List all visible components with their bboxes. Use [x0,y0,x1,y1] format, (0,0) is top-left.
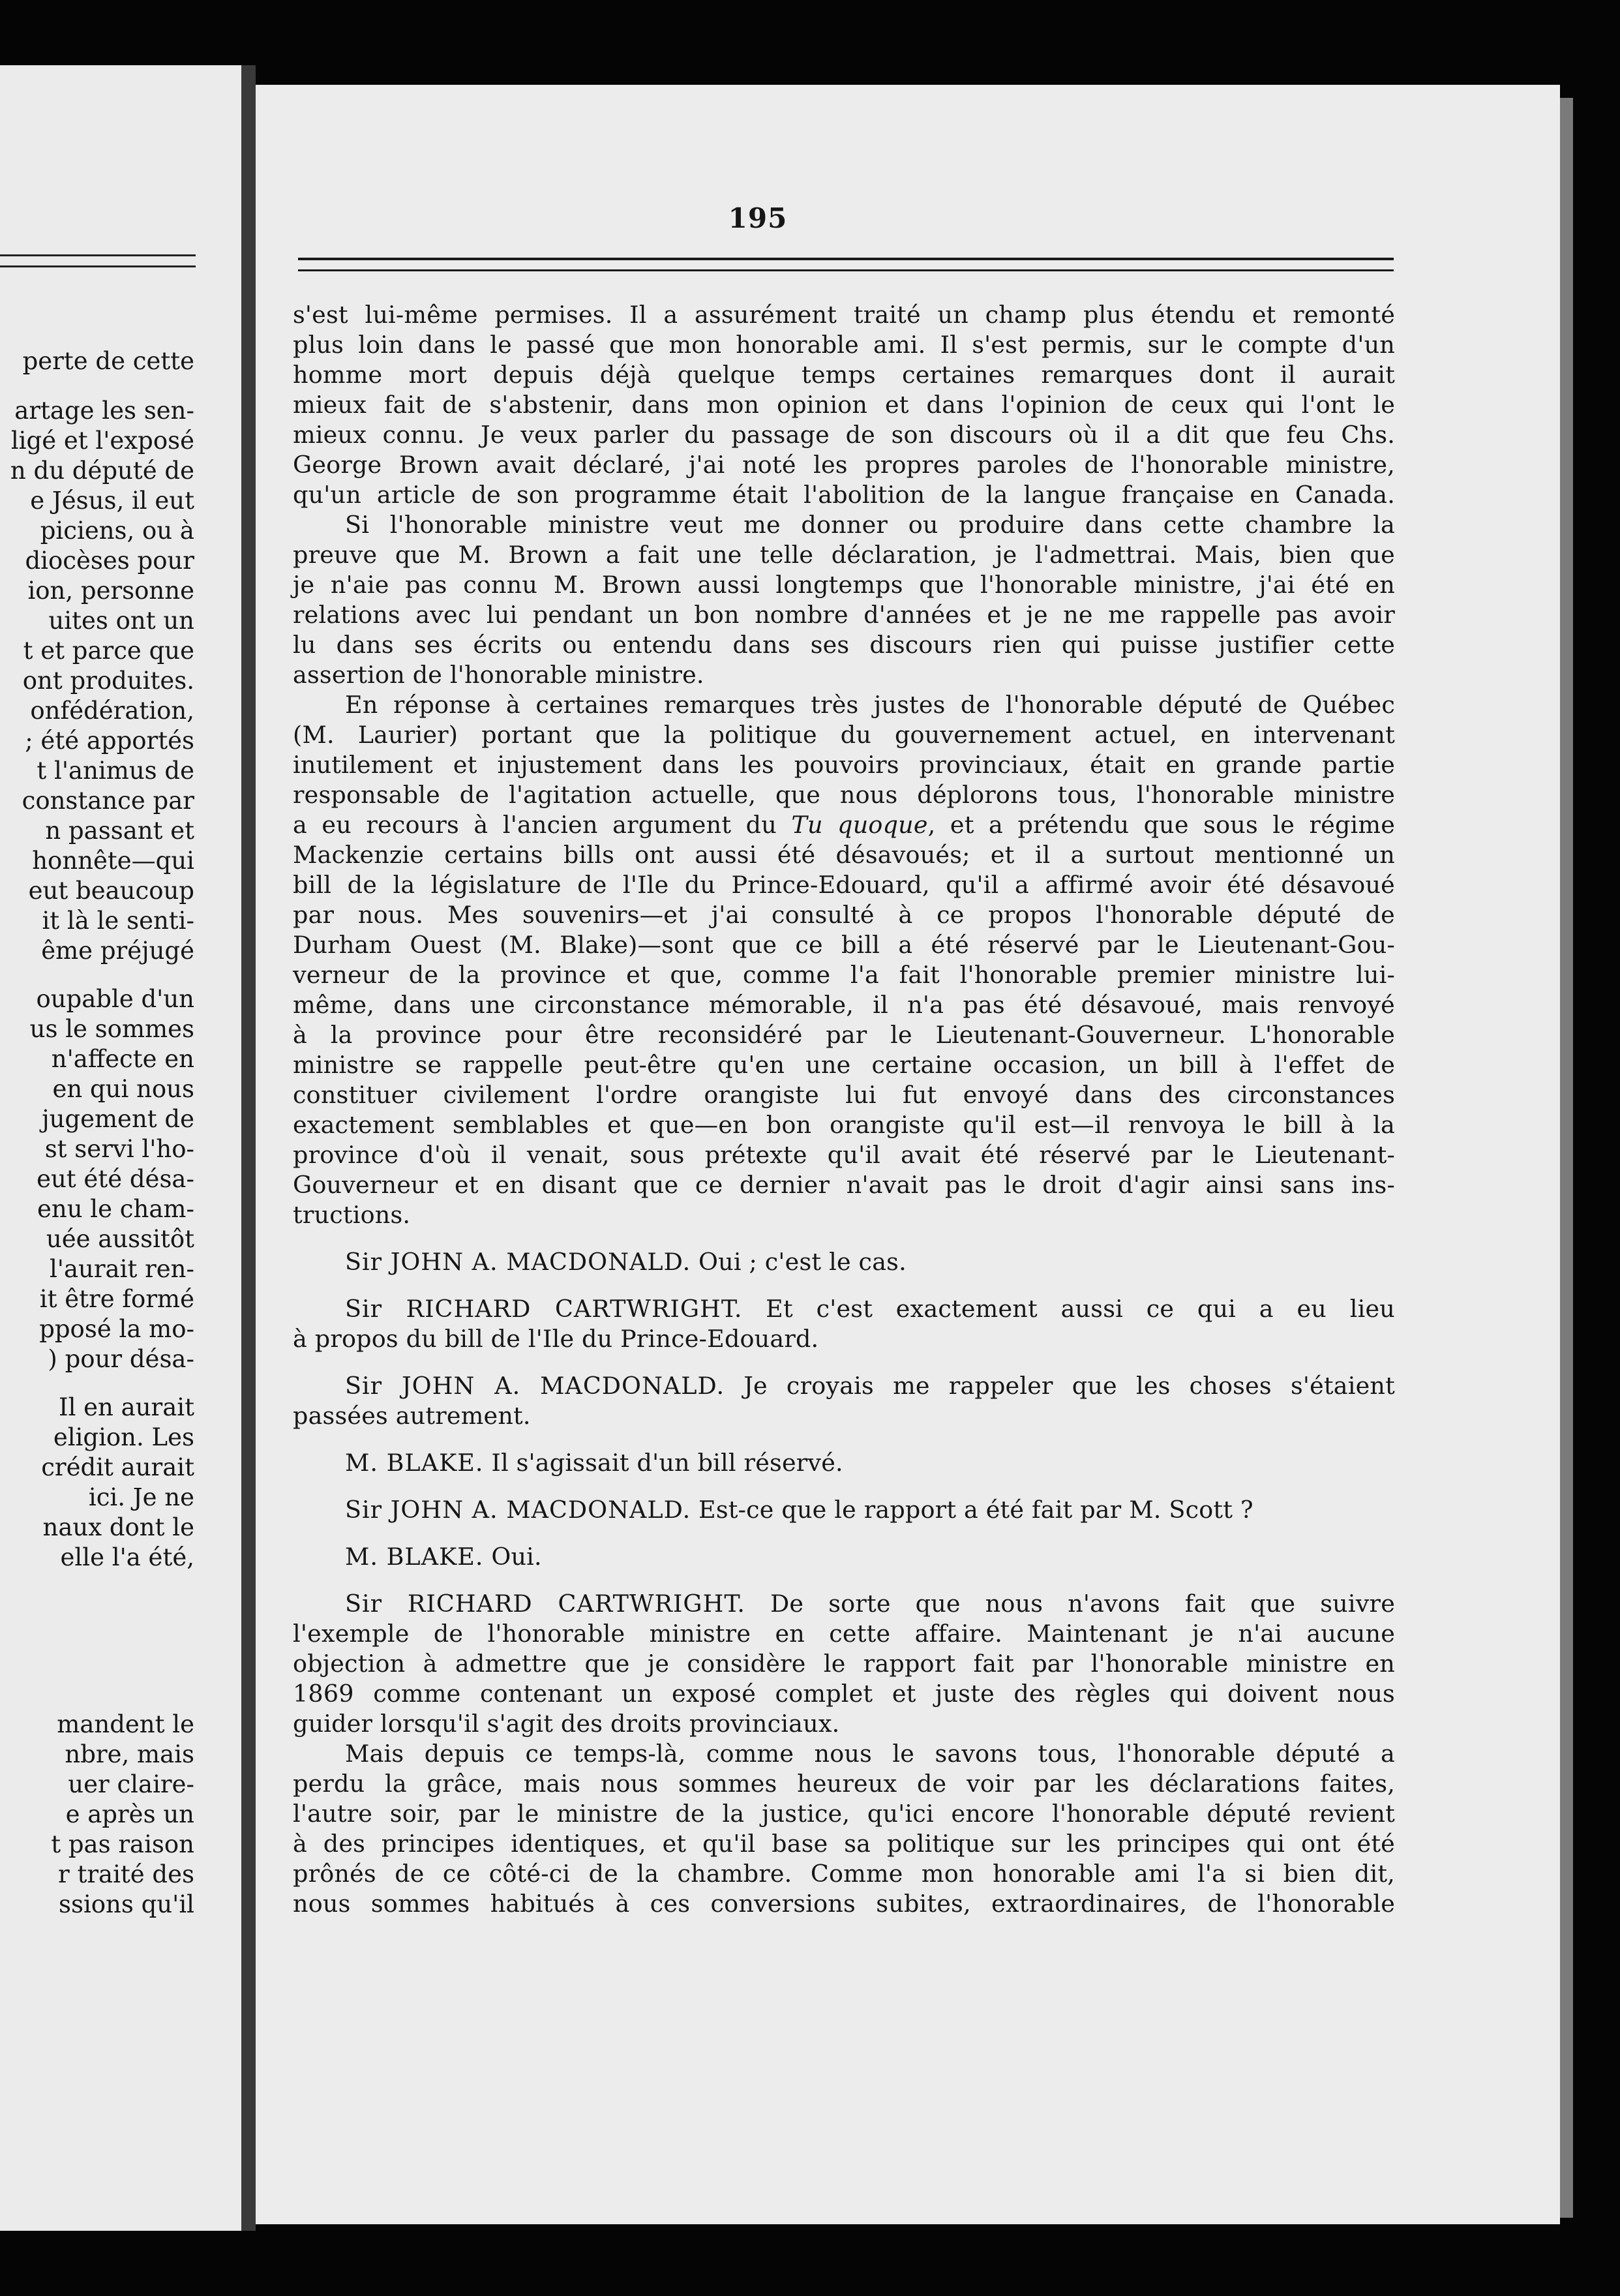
left-page-line: e après un [65,1800,194,1828]
page-edge-shadow [1560,98,1573,2218]
text-line [293,1495,1395,1525]
text-line: s'est lui-même permises. Il a assurément traité un champ plus étendu et remonté [293,301,1395,329]
exchange-2 [293,1294,1395,1354]
speech-text: Oui ; c'est le cas. [698,1248,907,1276]
left-page-line: en qui nous [52,1075,194,1103]
left-page-line: it être formé [39,1285,194,1313]
left-page-line: onfédération, [30,697,194,725]
facing-page-left [0,65,241,2231]
left-page-line: st servi l'ho- [44,1135,194,1163]
text-line: relations avec lui pendant un bon nombre d'années et je ne me rappelle pas avoir [293,601,1395,629]
left-page-line: l'aurait ren- [49,1255,194,1283]
left-page-line: oupable d'un [36,985,194,1013]
left-page-line: jugement de [42,1105,194,1133]
left-page-line: r traité des [58,1860,194,1888]
text-line: je n'aie pas connu M. Brown aussi longtemps que l'honorable ministre, j'ai été en [293,571,1395,599]
exchange-5 [293,1495,1395,1525]
left-page-line: n du député de [10,457,194,485]
left-page-line: mandent le [57,1710,194,1738]
left-page-line: t l'animus de [37,757,194,785]
text-line: perdu la grâce, mais nous sommes heureux de voir par les déclarations faites, [293,1770,1395,1798]
text-line: homme mort depuis déjà quelque temps certaines remarques dont il aurait [293,361,1395,389]
exchange-1 [293,1247,1395,1277]
paragraph-3 [293,690,1395,1230]
left-page-line: elle l'a été, [60,1543,194,1571]
page-number: 195 [728,202,788,234]
exchange-3 [293,1371,1395,1431]
left-page-line: pposé la mo- [39,1315,194,1343]
speaker-name: Sir RICHARD CARTWRIGHT. [345,1295,743,1323]
left-page-line: eut beaucoup [28,877,194,905]
text-line: Si l'honorable ministre veut me donner ou produire dans cette chambre la [345,511,1395,539]
left-page-line: uer claire- [68,1770,194,1798]
text-line: nous sommes habitués à ces conversions subites, extraordinaires, de l'honorable [293,1890,1395,1918]
left-page-line: n passant et [45,817,194,845]
left-page-line: constance par [22,787,194,815]
left-page-line: crédit aurait [41,1453,194,1481]
left-page-line: it là le senti- [42,907,194,935]
left-page-line: piciens, ou à [40,517,194,545]
exchange-4 [293,1448,1395,1478]
left-page-line: artage les sen- [14,397,194,425]
text-line: a eu recours à l'ancien argument du Tu quoque, et a prétendu que sous le régime [293,811,1396,839]
text-line: mieux connu. Je veux parler du passage de son discours où il a dit que feu Chs. [293,421,1395,449]
left-page-line: t pas raison [51,1830,194,1858]
text-line: l'exemple de l'honorable ministre en cette affaire. Maintenant je n'ai aucune [293,1620,1395,1648]
text-line: guider lorsqu'il s'agit des droits provinciaux. [293,1710,840,1738]
speaker-name: Sir JOHN A. MACDONALD. [345,1248,691,1276]
speaker-name: Sir JOHN A. MACDONALD. [345,1496,691,1524]
left-page-line: Il en aurait [58,1393,194,1421]
left-page-line: e Jésus, il eut [30,487,194,515]
text-line: lu dans ses écrits ou entendu dans ses discours rien qui puisse justifier cette [293,631,1395,659]
text-line: objection à admettre que je considère le rapport fait par l'honorable ministre en [293,1650,1395,1678]
final-speech [293,1589,1395,1919]
text-line: 1869 comme contenant un exposé complet et juste des règles qui doivent nous [293,1680,1395,1708]
text-line: mieux fait de s'abstenir, dans mon opinion et dans l'opinion de ceux qui l'ont le [293,391,1395,419]
text-line: exactement semblables et que—en bon orangiste qu'il est—il renvoya le bill à la [293,1111,1395,1139]
text-line: à la province pour être reconsidéré par le Lieutenant-Gouverneur. L'honorable [293,1021,1395,1049]
text-line: (M. Laurier) portant que la politique du gouvernement actuel, en intervenant [293,721,1395,749]
left-page-line: us le sommes [29,1015,194,1043]
speaker-name: Sir JOHN A. MACDONALD. [345,1372,725,1400]
speaker-name: Sir RICHARD CARTWRIGHT. [345,1590,745,1618]
text-line: plus loin dans le passé que mon honorable ami. Il s'est permis, sur le compte d'un [293,331,1395,359]
text-line: même, dans une circonstance mémorable, il n'a pas été désavoué, mais renvoyé [293,991,1395,1019]
text-line: à propos du bill de l'Ile du Prince-Edouard. [293,1325,819,1353]
text-line [293,1542,1395,1572]
left-page-line: ligé et l'exposé [10,427,194,455]
text-line: Gouverneur et en disant que ce dernier n'avait pas le droit d'agir ainsi sans ins- [293,1171,1395,1199]
left-page-line: enu le cham- [37,1195,194,1223]
text-line: Mais depuis ce temps-là, comme nous le savons tous, l'honorable député a [345,1740,1395,1768]
left-page-line: eligion. Les [53,1423,194,1451]
left-page-line: uée aussitôt [46,1225,194,1253]
text-line: qu'un article de son programme était l'abolition de la langue française en Canada. [293,481,1395,509]
speech-text: Oui. [491,1543,542,1571]
left-page-line: ssions qu'il [58,1890,194,1918]
text-line: En réponse à certaines remarques très justes de l'honorable député de Québec [345,691,1395,719]
text-line: province d'où il venait, sous prétexte qu'il avait été réservé par le Lieutenant- [293,1141,1395,1169]
book-gutter [241,65,256,2231]
speech-text: Et c'est exactement aussi ce qui a eu lieu [766,1295,1395,1323]
exchange-6 [293,1542,1395,1572]
text-line [293,1589,1395,1619]
text-line: verneur de la province et que, comme l'a fait l'honorable premier ministre lui- [293,961,1395,989]
text-line: prônés de ce côté-ci de la chambre. Comme mon honorable ami l'a si bien dit, [293,1860,1395,1888]
paragraph-1 [293,300,1395,510]
main-page [256,85,1560,2224]
page-body [293,300,1395,1919]
speech-text: Je croyais me rappeler que les choses s'étaient [743,1372,1395,1400]
text-line: assertion de l'honorable ministre. [293,661,704,689]
text-line [293,1448,1395,1478]
text-line: l'autre soir, par le ministre de la justice, qu'ici encore l'honorable député revient [293,1800,1395,1828]
speaker-name: M. BLAKE. [345,1449,484,1477]
left-page-line: t et parce que [23,637,194,665]
text-line: par nous. Mes souvenirs—et j'ai consulté à ce propos l'honorable député de [293,901,1395,929]
text-line: inutilement et injustement dans les pouvoirs provinciaux, était en grande partie [293,751,1395,779]
text-line: Durham Ouest (M. Blake)—sont que ce bill a été réservé par le Lieutenant-Gou- [293,931,1395,959]
text-line: preuve que M. Brown a fait une telle déclaration, je l'admettrai. Mais, bien que [293,541,1395,569]
text-line: passées autrement. [293,1402,531,1430]
text-line: responsable de l'agitation actuelle, que nous déplorons tous, l'honorable ministre [293,781,1395,809]
left-page-line: eut été désa- [37,1165,194,1193]
text-line: constituer civilement l'ordre orangiste lui fut envoyé dans des circonstances [293,1081,1395,1109]
left-page-line: ) pour désa- [48,1345,194,1373]
speech-text: Est-ce que le rapport a été fait par M. Scott ? [698,1496,1253,1524]
text-line: ministre se rappelle peut-être qu'en une certaine occasion, un bill à l'effet de [293,1051,1395,1079]
left-page-line: naux dont le [42,1513,194,1541]
left-page-rule [0,254,196,267]
paragraph-2 [293,510,1395,690]
text-line: George Brown avait déclaré, j'ai noté les propres paroles de l'honorable ministre, [293,451,1395,479]
text-line: Mackenzie certains bills ont aussi été désavoués; et il a surtout mentionné un [293,841,1395,869]
speaker-name: M. BLAKE. [345,1543,484,1571]
text-line [293,1294,1395,1324]
text-line [293,1371,1395,1401]
left-page-line: ême préjugé [41,937,194,965]
speech-text: De sorte que nous n'avons fait que suivre [770,1590,1395,1618]
left-page-line: honnête—qui [32,847,194,875]
header-rule [298,258,1394,271]
left-page-line: nbre, mais [65,1740,194,1768]
left-page-line: diocèses pour [25,547,194,575]
left-page-line: n'affecte en [51,1045,194,1073]
text-line: tructions. [293,1201,411,1229]
left-page-line: ici. Je ne [88,1483,194,1511]
text-line: à des principes identiques, et qu'il base sa politique sur les principes qui ont été [293,1830,1395,1858]
left-page-line: ont produites. [22,667,194,695]
left-page-line: ; été apportés [25,727,194,755]
text-line [293,1247,1395,1277]
left-page-line: perte de cette [22,347,194,375]
left-page-line: uites ont un [48,607,194,635]
left-page-line: ion, personne [27,577,194,605]
speech-text: Il s'agissait d'un bill réservé. [491,1449,843,1477]
text-line: bill de la législature de l'Ile du Prince-Edouard, qu'il a affirmé avoir été désavoué [293,871,1395,899]
